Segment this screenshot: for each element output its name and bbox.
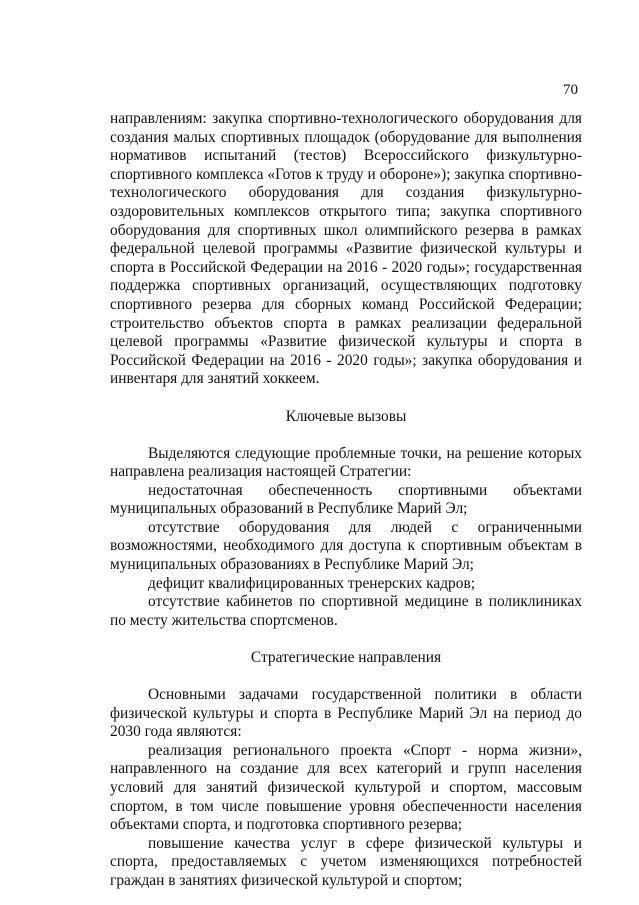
challenge-item: отсутствие оборудования для людей с ограниченными возможностями, необходимого для доступа к спортивным объектам в муниципальных образованиях в Республике Марий Эл;: [110, 518, 582, 574]
challenge-item: отсутствие кабинетов по спортивной медицине в поликлиниках по месту жительства спортсменов.: [110, 593, 582, 629]
direction-item: реализация регионального проекта «Спорт - норма жизни», направленного на создание для всех категорий и групп населения условий для занятий физической культурой и спортом, массовым спортом, в том числе повышение уровня обеспеченности населения объектами спорта, и подготовка спортивного резерва;: [110, 741, 582, 834]
direction-item: повышение качества услуг в сфере физической культуры и спорта, предоставляемых с учетом изменяющихся потребностей граждан в занятиях физической культурой и спортом;: [110, 834, 582, 889]
challenge-item: недостаточная обеспеченность спортивными объектами муниципальных образований в Республике Марий Эл;: [110, 481, 582, 518]
challenges-intro-paragraph: Выделяются следующие проблемные точки, на решение которых направлена реализация настоящей Стратегии:: [110, 444, 582, 481]
intro-paragraph: направлениям: закупка спортивно-технологического оборудования для создания малых спортивных площадок (оборудование для выполнения нормативов испытаний (тестов) Всероссийского физкультурно-спортивного комплекса «Готов к труду и обороне»); закупка спортивно-технологического оборудования для создания физкультурно-оздоровительных комплексов открытого типа; закупка спортивного оборудования для спортивных школ олимпийского резерва в рамках федеральной целевой программы «Развитие физической культуры и спорта в Российской Федерации на 2016 - 2020 годы»; государственная поддержка спортивных организаций, осуществляющих подготовку спортивного резерва для сборных команд Российской Федерации; строительство объектов спорта в рамках реализации федеральной целевой программы «Развитие физической культуры и спорта в Российской Федерации на 2016 - 2020 годы»; закупка оборудования и инвентаря для занятий хоккеем.: [110, 110, 582, 388]
page-number: 70: [563, 82, 578, 98]
directions-intro-paragraph: Основными задачами государственной политики в области физической культуры и спорта в Республике Марий Эл на период до 2030 года являются:: [110, 686, 582, 741]
section-heading-directions: Стратегические направления: [250, 649, 442, 667]
section-heading-challenges: Ключевые вызовы: [285, 407, 407, 425]
challenge-item: дефицит квалифицированных тренерских кадров;: [148, 574, 475, 592]
document-body: [110, 110, 582, 891]
